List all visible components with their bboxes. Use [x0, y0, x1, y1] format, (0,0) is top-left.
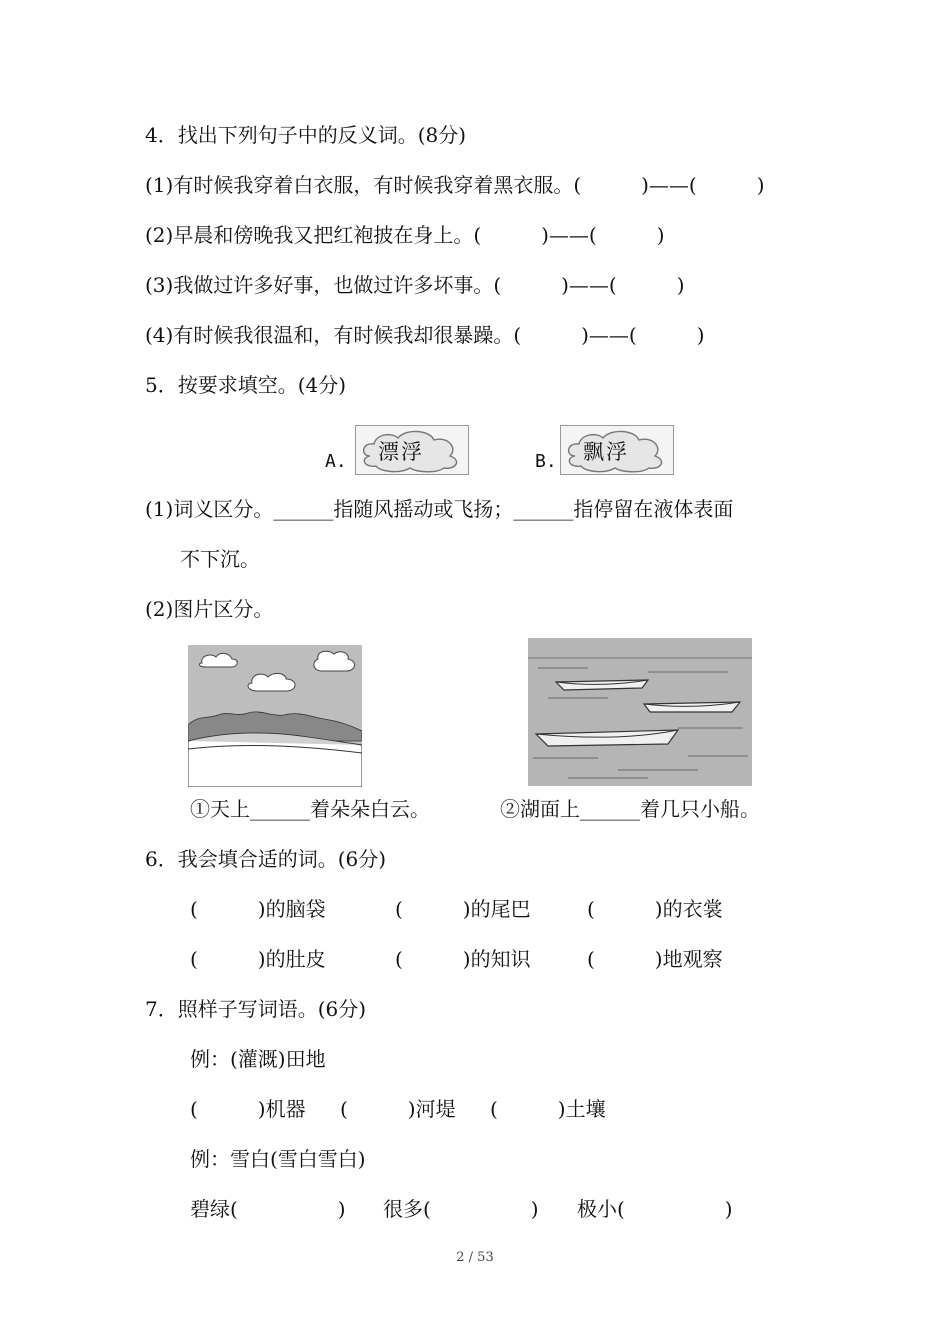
- q6-blank-4: ( )的肚皮: [190, 947, 326, 971]
- q5-caption-1: ①天上______着朵朵白云。: [190, 797, 430, 821]
- q4-item-4: (4)有时候我很温和，有时候我却很暴躁。( )——( ): [145, 323, 705, 347]
- q4-item-1: (1)有时候我穿着白衣服，有时候我穿着黑衣服。( )——( ): [145, 173, 765, 197]
- option-a-label: A.: [325, 451, 347, 472]
- q6-blank-3: ( )的衣裳: [587, 897, 723, 921]
- sky-clouds-picture: [188, 645, 362, 787]
- option-b-cloud-card: [560, 425, 674, 475]
- q7-blank-4: 碧绿( ): [190, 1197, 346, 1221]
- q7-example-2: 例：雪白(雪白雪白): [190, 1147, 366, 1171]
- q5-caption-2: ②湖面上______着几只小船。: [500, 797, 760, 821]
- q7-blank-1: ( )机器: [190, 1097, 306, 1121]
- q5-sub2: (2)图片区分。: [145, 597, 274, 621]
- page-number: 2 / 53: [456, 1250, 494, 1265]
- q5-sub1-line2: 不下沉。: [180, 547, 260, 571]
- q4-item-3: (3)我做过许多好事，也做过许多坏事。( )——( ): [145, 273, 685, 297]
- q7-blank-6: 极小( ): [577, 1197, 733, 1221]
- q7-blank-5: 很多( ): [383, 1197, 539, 1221]
- q5-title: 5．按要求填空。(4分): [145, 373, 347, 397]
- q4-title: 4．找出下列句子中的反义词。(8分): [145, 123, 467, 147]
- option-a-cloud-card: [355, 425, 469, 475]
- option-b-label: B.: [535, 451, 557, 472]
- q6-blank-1: ( )的脑袋: [190, 897, 326, 921]
- q6-blank-5: ( )的知识: [395, 947, 531, 971]
- option-a-word: 漂浮: [378, 440, 424, 464]
- q7-blank-2: ( )河堤: [340, 1097, 456, 1121]
- q7-example-1: 例：(灌溉)田地: [190, 1047, 326, 1071]
- q6-title: 6．我会填合适的词。(6分): [145, 847, 387, 871]
- q7-blank-3: ( )土壤: [490, 1097, 606, 1121]
- q7-title: 7．照样子写词语。(6分): [145, 997, 367, 1021]
- q5-sub1-line1: (1)词义区分。______指随风摇动或飞扬；______指停留在液体表面: [145, 497, 734, 521]
- q6-blank-6: ( )地观察: [587, 947, 723, 971]
- q6-blank-2: ( )的尾巴: [395, 897, 531, 921]
- lake-boats-picture: [528, 638, 752, 786]
- q4-item-2: (2)早晨和傍晚我又把红袍披在身上。( )——( ): [145, 223, 665, 247]
- option-b-word: 飘浮: [583, 440, 629, 464]
